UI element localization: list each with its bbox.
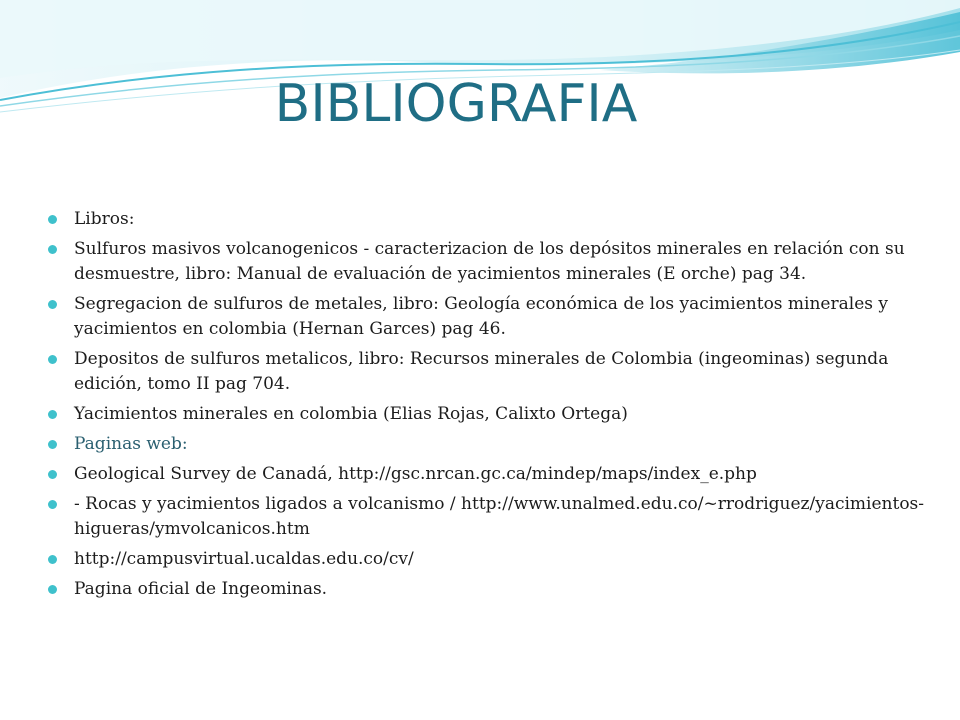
list-item [46,462,926,487]
bullet-dot-icon [48,300,57,309]
list-item-text: Libros: [74,209,135,229]
bullet-dot-icon [48,555,57,564]
list-item [46,207,926,232]
list-item [46,402,926,427]
bullet-dot-icon [48,440,57,449]
list-item-text: Depositos de sulfuros metalicos, libro: Recursos minerales de Colombia (ingeominas) segunda edición, tomo II pag 704. [74,349,889,394]
bullet-dot-icon [48,245,57,254]
bullet-dot-icon [48,215,57,224]
list-item-text: Pagina oficial de Ingeominas. [74,579,328,599]
bullet-dot-icon [48,585,57,594]
list-item-text: Geological Survey de Canadá, http://gsc.nrcan.gc.ca/mindep/maps/index_e.php [74,464,757,484]
bullet-dot-icon [48,355,57,364]
list-item [46,492,926,542]
list-item-text: Paginas web: [74,434,188,454]
list-item-section-header [46,432,926,457]
list-item-text: http://campusvirtual.ucaldas.edu.co/cv/ [74,549,414,569]
list-item [46,577,926,602]
bullet-dot-icon [48,470,57,479]
list-item-text: Segregacion de sulfuros de metales, libro: Geología económica de los yacimientos minerales y yacimientos en colombia (Hernan Garces) pag 46. [74,294,888,339]
slide-title: BIBLIOGRAFIA [274,74,638,134]
bullet-dot-icon [48,410,57,419]
list-item [46,237,926,287]
list-item [46,292,926,342]
list-item-text: Yacimientos minerales en colombia (Elias Rojas, Calixto Ortega) [74,404,628,424]
list-item [46,547,926,572]
bibliography-list [46,207,926,607]
bullet-dot-icon [48,500,57,509]
list-item-text: Sulfuros masivos volcanogenicos - caracterizacion de los depósitos minerales en relación con su desmuestre, libro: Manual de evaluación de yacimientos minerales (E orche) pag 34. [74,239,905,284]
list-item-text: - Rocas y yacimientos ligados a volcanismo / http://www.unalmed.edu.co/~rrodriguez/yacimientos-higueras/ymvolcanicos.htm [74,494,925,539]
list-item [46,347,926,397]
